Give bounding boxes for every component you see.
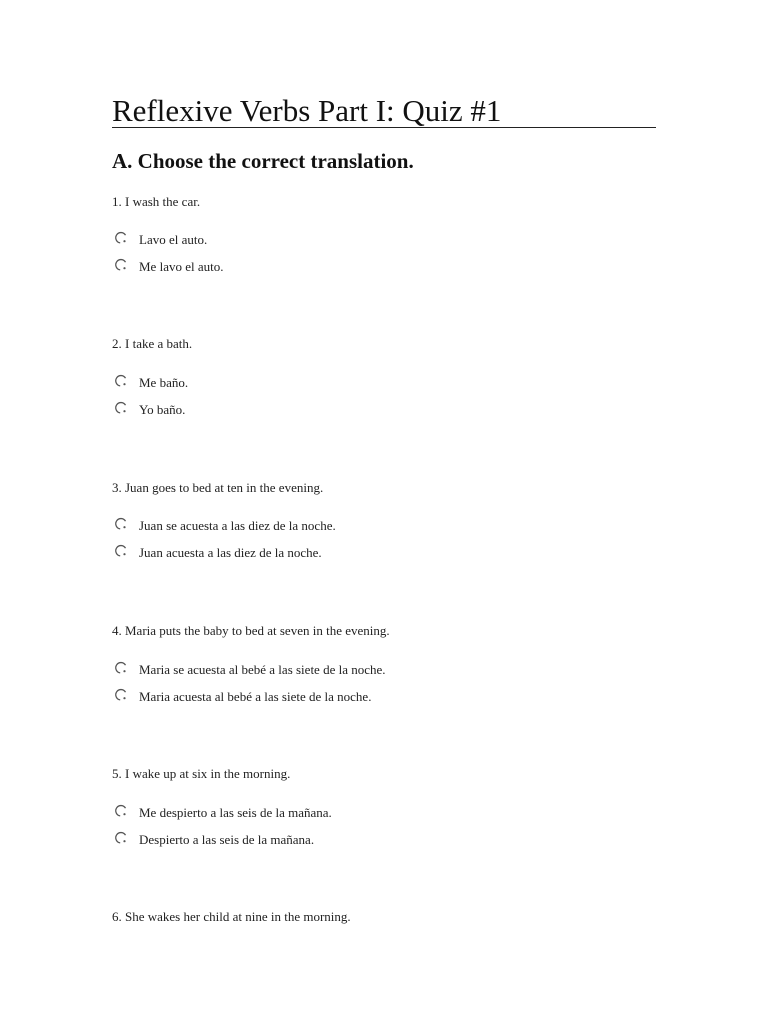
option-label: Maria se acuesta al bebé a las siete de la noche. [139,662,386,677]
radio-button-icon[interactable] [114,804,128,818]
option-3a[interactable] [112,517,532,535]
option-5b[interactable] [112,831,532,849]
radio-button-icon[interactable] [114,688,128,702]
question-text: 3. Juan goes to bed at ten in the evening. [112,480,324,495]
option-label: Yo baño. [139,402,186,417]
title-underline [112,127,656,128]
page-title: Reflexive Verbs Part I: Quiz #1 [112,93,502,128]
option-label: Me baño. [139,375,189,390]
question-text: 6. She wakes her child at nine in the morning. [112,909,351,924]
option-label: Me despierto a las seis de la mañana. [139,805,332,820]
option-1a[interactable] [112,231,532,249]
option-4a[interactable] [112,661,532,679]
radio-button-icon[interactable] [114,231,128,245]
option-1b[interactable] [112,258,532,276]
option-label: Juan se acuesta a las diez de la noche. [139,518,336,533]
radio-button-icon[interactable] [114,544,128,558]
option-5a[interactable] [112,804,532,822]
radio-button-icon[interactable] [114,374,128,388]
option-label: Lavo el auto. [139,232,208,247]
radio-button-icon[interactable] [114,517,128,531]
radio-button-icon[interactable] [114,661,128,675]
option-3b[interactable] [112,544,532,562]
question-text: 4. Maria puts the baby to bed at seven in the evening. [112,623,390,638]
radio-button-icon[interactable] [114,258,128,272]
option-2a[interactable] [112,374,532,392]
option-label: Despierto a las seis de la mañana. [139,832,315,847]
option-2b[interactable] [112,401,532,419]
radio-button-icon[interactable] [114,831,128,845]
option-label: Maria acuesta al bebé a las siete de la noche. [139,689,372,704]
option-label: Juan acuesta a las diez de la noche. [139,545,322,560]
section-heading: A. Choose the correct translation. [112,149,414,173]
question-text: 2. I take a bath. [112,336,193,351]
option-4b[interactable] [112,688,532,706]
option-label: Me lavo el auto. [139,259,224,274]
question-text: 5. I wake up at six in the morning. [112,766,291,781]
question-text: 1. I wash the car. [112,194,201,209]
radio-button-icon[interactable] [114,401,128,415]
